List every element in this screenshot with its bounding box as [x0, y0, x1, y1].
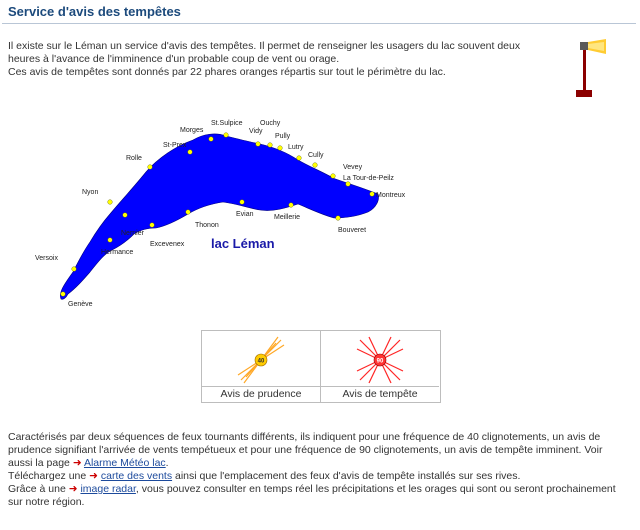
lamp-stsulpice [224, 133, 229, 138]
lamp-rolle [148, 165, 153, 170]
label-thonon: Thonon [195, 222, 219, 229]
label-bouveret: Bouveret [338, 227, 367, 234]
download-prefix: Téléchargez une [8, 470, 87, 482]
label-hermance: Hermance [101, 249, 134, 256]
prudence-label: Avis de prudence [202, 386, 320, 402]
label-stsulpice: St.Sulpice [211, 120, 243, 127]
body-paragraph-1-text: Caractérisés par deux séquences de feux tournants différents, ils indiquent pour une fréquence de 40 clignotements, un avis de prudence signifiant l'arrivée de vents tempétueux et pour une fréquence de 90 clignotements, un avis de tempête imminent. Voir aussi la page [8, 431, 603, 469]
lamp-versoix [72, 267, 77, 272]
title-divider [2, 23, 636, 24]
label-excevenex: Excevenex [150, 241, 185, 248]
lake-map [28, 112, 428, 312]
lamp-meillerie [289, 203, 294, 208]
prudence-frequency: 40 [257, 358, 265, 365]
storm-warning-legend [201, 330, 441, 403]
lamp-geneve [61, 292, 66, 297]
lamp-nyon [108, 200, 113, 205]
label-vidy: Vidy [249, 128, 263, 135]
lamp-evian [240, 200, 245, 205]
radar-suffix: , vous pouvez consulter en temps réel les précipitations et les orages qui sont ou seront prochainement sur notre région. [8, 483, 616, 508]
label-morges: Morges [180, 127, 204, 134]
tempete-signal-icon [355, 335, 405, 385]
body-paragraph-2 [8, 470, 628, 483]
lamp-excevenex [150, 223, 155, 228]
lamp-latour [346, 182, 351, 187]
intro-paragraph-1: Il existe sur le Léman un service d'avis des tempêtes. Il permet de renseigner les usagers du lac souvent deux heures à l'avance de l'imminence d'un probable coup de vent ou orage. [8, 40, 521, 65]
label-versoix: Versoix [35, 255, 58, 262]
label-cully: Cully [308, 152, 324, 159]
lake-shape [60, 134, 378, 299]
legend-tempete [321, 331, 439, 402]
lamp-cully [313, 163, 318, 168]
radar-image-link[interactable]: image radar [80, 483, 136, 495]
body-paragraph-3 [8, 483, 628, 509]
label-nernier: Nernier [121, 230, 144, 237]
tempete-label: Avis de tempête [321, 386, 439, 402]
label-ouchy: Ouchy [260, 120, 281, 127]
label-latour: La Tour-de-Peilz [343, 175, 394, 182]
radar-prefix: Grâce à une [8, 483, 66, 495]
label-pully: Pully [275, 133, 291, 140]
lake-name: lac Léman [211, 236, 275, 251]
tempete-frequency: 90 [376, 358, 384, 365]
intro-paragraph-2: Ces avis de tempêtes sont donnés par 22 phares oranges répartis sur tout le périmètre du lac. [8, 66, 446, 78]
label-stprex: St-Prex [163, 142, 187, 149]
lamp-stprex [188, 150, 193, 155]
arrow-icon: ➜ [89, 470, 98, 482]
body-text [8, 431, 628, 509]
lamp-thonon [186, 210, 191, 215]
period: . [165, 457, 169, 469]
body-paragraph-1 [8, 431, 628, 470]
storm-light-icon [566, 38, 606, 100]
lamp-montreux [370, 192, 375, 197]
label-montreux: Montreux [376, 192, 406, 199]
alarme-meteo-link[interactable]: Alarme Météo lac [83, 457, 166, 469]
label-meillerie: Meillerie [274, 214, 301, 221]
lamp-pully [278, 146, 283, 151]
lamp-lutry [297, 156, 302, 161]
label-rolle: Rolle [126, 155, 142, 162]
lamp-vevey [331, 174, 336, 179]
arrow-icon: ➜ [72, 457, 82, 469]
prudence-signal-icon [236, 335, 286, 385]
page-title: Service d'avis des tempêtes [8, 4, 181, 19]
legend-prudence [202, 331, 321, 402]
arrow-icon: ➜ [68, 483, 78, 495]
label-geneve: Genève [68, 301, 93, 308]
lamp-vidy [256, 142, 261, 147]
lamp-hermance [108, 238, 113, 243]
wind-map-link[interactable]: carte des vents [100, 470, 173, 482]
label-evian: Evian [236, 211, 254, 218]
label-vevey: Vevey [343, 164, 363, 171]
intro-text [8, 40, 548, 79]
download-suffix: ainsi que l'emplacement des feux d'avis de tempête installés sur ses rives. [175, 470, 521, 482]
lamp-bouveret [336, 216, 341, 221]
lamp-morges [209, 137, 214, 142]
label-nyon: Nyon [82, 189, 99, 196]
lamp-ouchy [268, 143, 273, 148]
label-lutry: Lutry [288, 144, 304, 151]
lamp-nernier [123, 213, 128, 218]
